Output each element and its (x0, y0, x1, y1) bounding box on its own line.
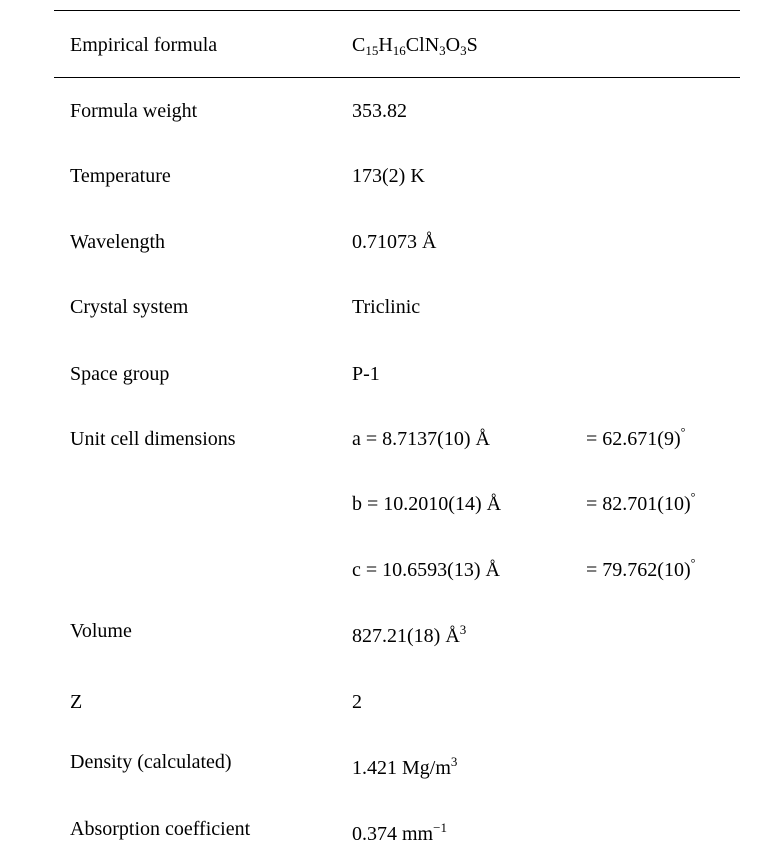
unit-cell-c-value: c = 10.6593(13) Å (352, 559, 500, 581)
absorption-value: 0.374 $mm^{-1}$ (352, 820, 447, 845)
density-label: Density (calculated) (70, 751, 232, 773)
empirical-formula-label: Empirical formula (70, 34, 218, 56)
absorption-label: Absorption coefficient (70, 818, 251, 840)
volume-label: Volume (70, 620, 132, 642)
empirical-formula-value: $C_{15}H_{16}ClN_3O_3S$ (352, 34, 478, 58)
z-label: Z (70, 691, 83, 713)
crystal-system-value: Triclinic (352, 296, 421, 318)
temperature-label: Temperature (70, 165, 171, 187)
wavelength-value: 0.71073 Å (352, 231, 437, 253)
space-group-value: P-1 (352, 363, 380, 385)
z-value: 2 (352, 691, 362, 713)
unit-cell-label: Unit cell dimensions (70, 428, 236, 450)
temperature-value: 173(2) K (352, 165, 425, 187)
unit-cell-a-value: a = 8.7137(10) Å (352, 428, 490, 450)
unit-cell-alpha-value: = 62.671(9)° (586, 425, 686, 450)
wavelength-label: Wavelength (70, 231, 166, 253)
unit-cell-b-value: b = 10.2010(14) Å (352, 493, 502, 515)
crystal-system-label: Crystal system (70, 296, 189, 318)
unit-cell-beta-value: = 82.701(10)° (586, 490, 696, 515)
space-group-label: Space group (70, 363, 170, 385)
unit-cell-gamma-value: = 79.762(10)° (586, 556, 696, 581)
formula-weight-value: 353.82 (352, 100, 407, 122)
volume-value: 827.21(18) $Å^3$ (352, 622, 467, 647)
table-header-rule (54, 77, 740, 78)
density-value: 1.421 $Mg/m^3$ (352, 754, 458, 779)
table-top-rule (54, 10, 740, 11)
formula-weight-label: Formula weight (70, 100, 198, 122)
